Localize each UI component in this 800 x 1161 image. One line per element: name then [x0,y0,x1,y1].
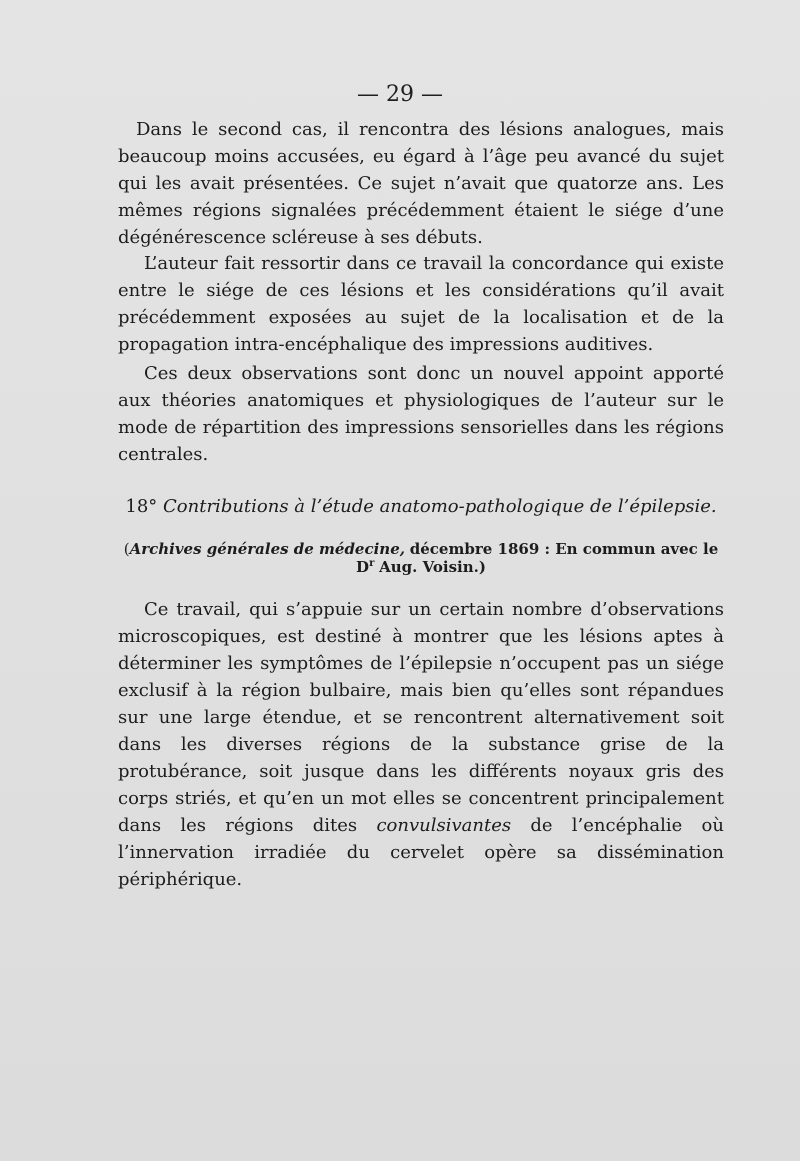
paragraph-3-text: Ces deux observations sont donc un nouvel appoint apporté aux théories anatomiques et physiologiques de l’auteur sur le mode de répartition des impressions sensorielles dans les régions centrales. [118,363,724,465]
paragraph-4-text [118,596,724,893]
paragraph-3 [118,360,724,468]
citation-date: décembre 1869 : En commun avec le D [356,540,719,576]
citation-author: Aug. Voisin.) [379,558,486,576]
section-number: 18° [125,496,158,517]
paragraph-1-text: Dans le second cas, il rencontra des lésions analogues, mais beaucoup moins accusées, eu égard à l’âge peu avancé du sujet qui les avait présentées. Ce sujet n’avait que quatorze ans. Les mêmes régions signalées précédemment étaient le siége d’une dégénérescence scléreuse à ses débuts. [118,119,724,248]
citation [118,540,724,576]
paragraph-2 [118,250,724,358]
citation-open-paren: ( [123,540,130,558]
paragraph-4 [118,596,724,893]
citation-dr-superscript: r [369,558,375,569]
section-title: Contributions à l’étude anatomo-pathologique de l’épilepsie. [163,496,717,517]
section-heading [118,496,724,517]
page-number: — 29 — [357,82,443,107]
paragraph-4-italic-term: convulsivantes [376,815,512,836]
paragraph-4-text-after: de l’encéphalie où l’innervation irradiée du cervelet opère sa dissémination périphérique. [118,815,724,890]
citation-journal: Archives générales de médecine, [129,540,405,558]
paragraph-2-text: L’auteur fait ressortir dans ce travail la concordance qui existe entre le siége de ces lésions et les considérations qu’il avait précédemment exposées au sujet de la localisation et de la propagation intra-encéphalique des impressions auditives. [118,253,724,355]
paragraph-4-text-before: Ce travail, qui s’appuie sur un certain nombre d’observations microscopiques, est destiné à montrer que les lésions aptes à déterminer les symptômes de l’épilepsie n’occupent pas un siége exclusif à la région bulbaire, mais bien qu’elles sont répandues sur une large étendue, et se rencontrent alternativement soit dans les diverses régions de la substance grise de la protubérance, soit jusque dans les différents noyaux gris des corps striés, et qu’en un mot elles se concentrent principalement dans les régions dites [118,599,724,836]
paragraph-1 [118,116,724,251]
